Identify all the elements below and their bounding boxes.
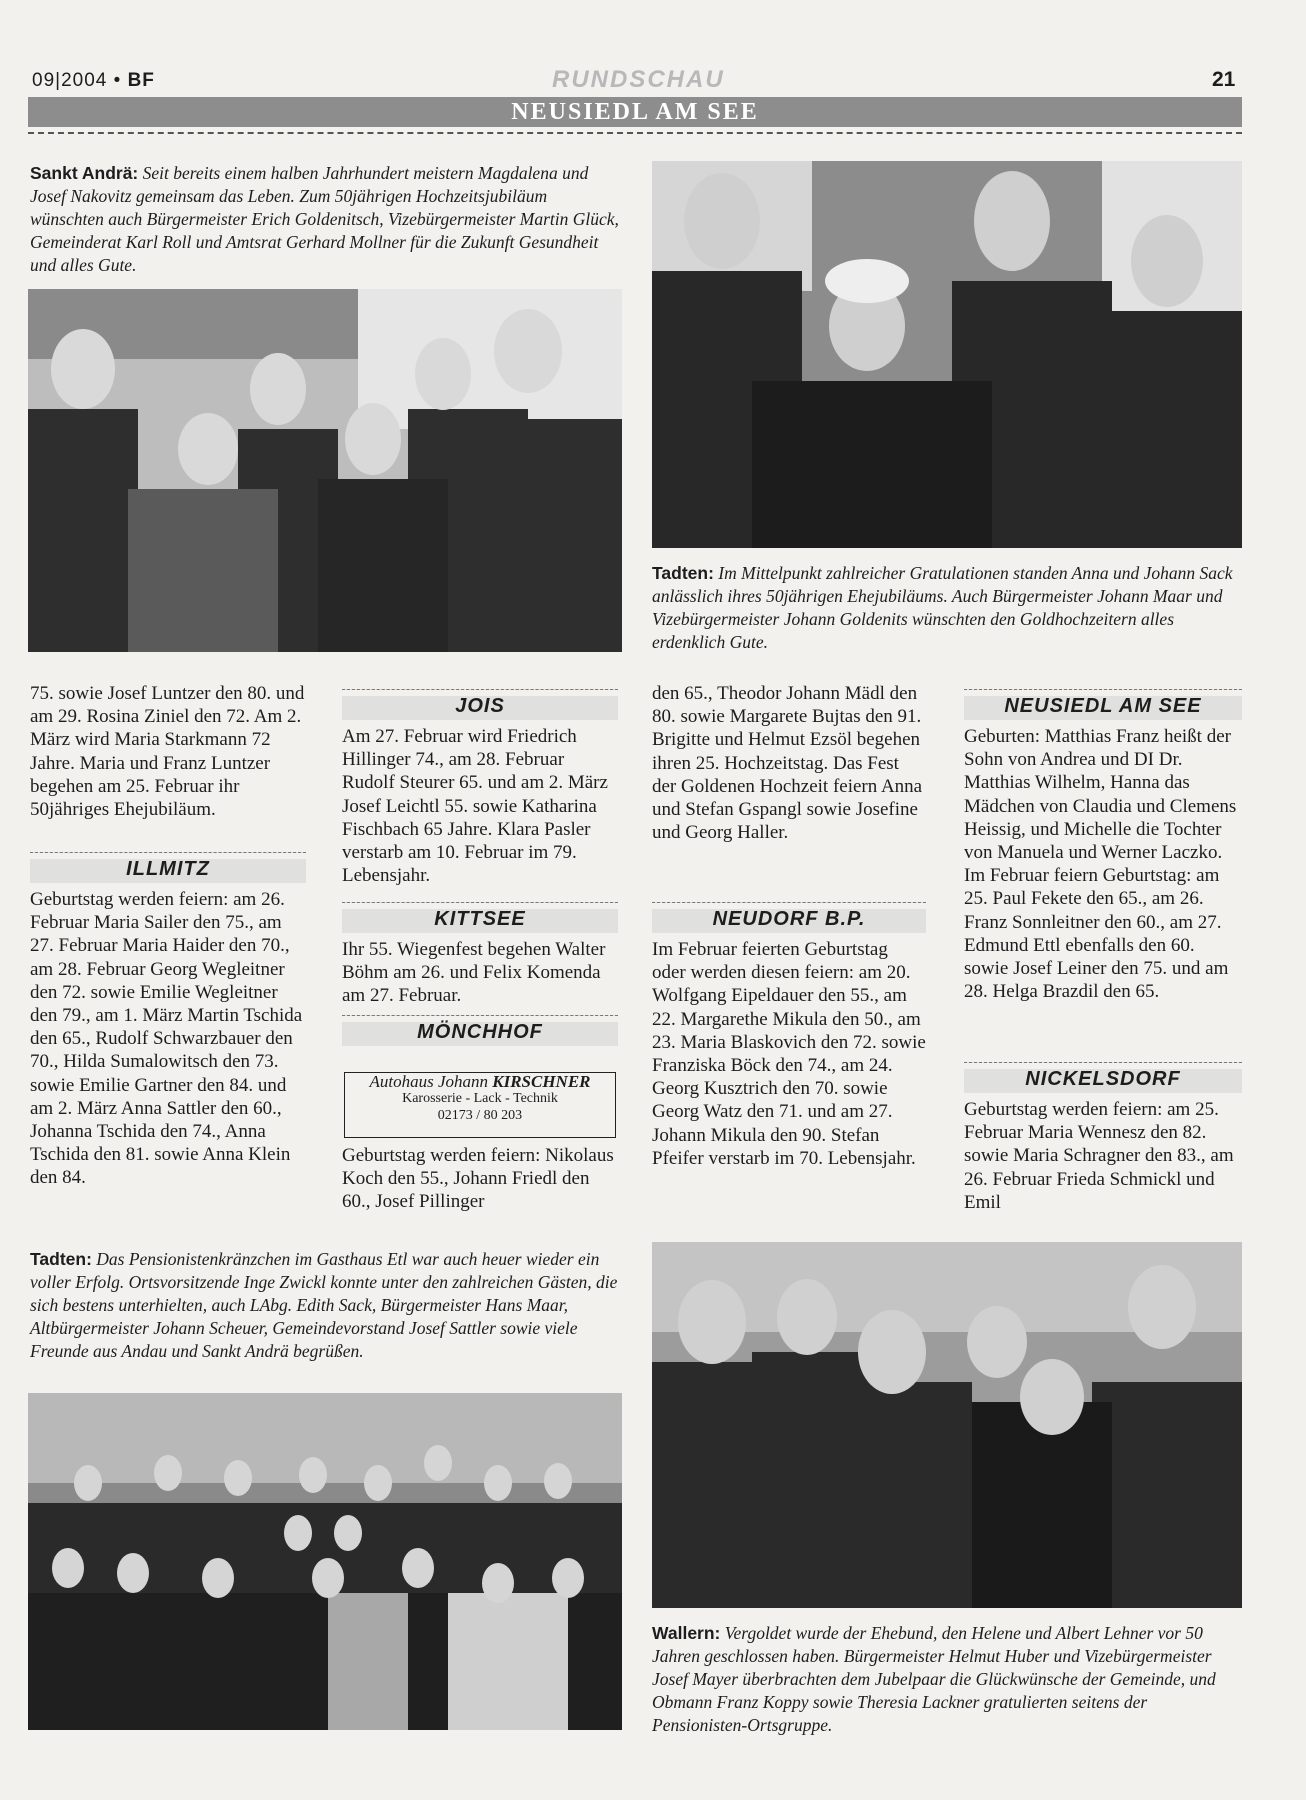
- photo-wallern: [652, 1242, 1242, 1608]
- heading-nickelsdorf: NICKELSDORF: [964, 1062, 1242, 1093]
- column-1-intro: 75. sowie Josef Luntzer den 80. und am 29. Rosina Ziniel den 72. Am 2. März wird Maria Starkmann 72 Jahre. Maria und Franz Luntzer begehen am 25. Februar ihr 50jähriges Ehejubiläum.: [30, 683, 305, 821]
- photo-tadten-top: [652, 161, 1242, 548]
- region-title: NEUSIEDL AM SEE: [511, 99, 759, 125]
- heading-neusiedl: NEUSIEDL AM SEE: [964, 689, 1242, 720]
- text-neudorf: Im Februar feierten Geburtstag oder werden diesen feiern: am 20. Wolfgang Eipeldauer den 55., am 22. Margarethe Mikula den 50., am 23. Maria Blaskovich den 72. sowie Franziska Böck den 74., am 24. Georg Kusztrich den 70. sowie Georg Watz den 71. und am 27. Johann Mikula den 90. Stefan Pfeifer verstarb im 70. Lebensjahr.: [652, 939, 926, 1169]
- caption-wallern: Wallern: Vergoldet wurde der Ehebund, den Helene und Albert Lehner vor 50 Jahren geschlossen haben. Bürgermeister Helmut Huber und Vizebürgermeister Josef Mayer überbrachten dem Jubelpaar die Glückwünsche der Gemeinde, und Obmann Franz Koppy sowie Theresia Lackner gratulierten seitens der Pensionisten-Ortsgruppe.: [652, 1623, 1216, 1735]
- caption-sankt-andrae: Sankt Andrä: Seit bereits einem halben Jahrhundert meistern Magdalena und Josef Nakovitz gemeinsam das Leben. Zum 50jährigen Hochzeitsjubiläum wünschten auch Bürgermeister Erich Goldenitsch, Vizebürgermeister Martin Glück, Gemeinderat Karl Roll und Amtsrat Gerhard Mollner für die Zukunft Gesundheit und alles Gute.: [30, 163, 619, 275]
- heading-jois: JOIS: [342, 689, 618, 720]
- header-divider: [28, 132, 1242, 134]
- photo-tadten-bottom: [28, 1393, 622, 1730]
- column-3-intro: den 65., Theodor Johann Mädl den 80. sowie Margarete Bujtas den 91. Brigitte und Helmut Ezsöl begehen ihren 25. Hochzeitstag. Das Fest der Goldenen Hochzeit feiern Anna und Stefan Gspangl sowie Josefine und Georg Haller.: [652, 683, 923, 844]
- heading-kittsee: KITTSEE: [342, 902, 618, 933]
- text-jois: Am 27. Februar wird Friedrich Hillinger 74., am 28. Februar Rudolf Steurer 65. und am 2. März Josef Leichtl 55. sowie Katharina Fischbach 65 Jahre. Klara Pasler verstarb am 10. Februar im 79. Lebensjahr.: [342, 726, 608, 887]
- caption-tadten-top: Tadten: Im Mittelpunkt zahlreicher Gratulationen standen Anna und Johann Sack anlässlich ihres 50jährigen Ehejubiläums. Auch Bürgermeister Johann Maar und Vizebürgermeister Johann Goldenits wünschten den Goldhochzeitern alles erdenklich Gute.: [652, 563, 1233, 652]
- text-moenchhof: Geburtstag werden feiern: Nikolaus Koch den 55., Johann Friedl den 60., Josef Pillinger: [342, 1145, 614, 1213]
- ad-autohaus-kirschner: Autohaus Johann KIRSCHNER Karosserie - Lack - Technik 02173 / 80 203: [344, 1072, 616, 1138]
- heading-illmitz: ILLMITZ: [30, 852, 306, 883]
- photo-sankt-andrae: [28, 289, 622, 652]
- text-illmitz: Geburtstag werden feiern: am 26. Februar Maria Sailer den 75., am 27. Februar Maria Haider den 70., am 28. Februar Georg Wegleitner den 72. sowie Emilie Wegleitner den 79., am 1. März Martin Tschida den 65., Rudolf Schwarzbauer den 70., Hilda Sumalowitsch den 73. sowie Emilie Gartner den 84. und am 2. März Anna Sattler den 60., Johanna Tschida den 74., Anna Tschida den 81. sowie Anna Klein den 84.: [30, 889, 303, 1189]
- page-number: 21: [1212, 68, 1236, 91]
- text-neusiedl: Geburten: Matthias Franz heißt der Sohn von Andrea und DI Dr. Matthias Wilhelm, Hanna das Mädchen von Claudia und Clemens Heissig, und Michelle die Tochter von Manuela und Werner Laczko. Im Februar feiern Geburtstag: am 25. Paul Fekete den 65., am 26. Franz Sonnleitner den 60., am 27. Edmund Ettl ebenfalls den 60. sowie Josef Leiner den 75. und am 28. Helga Brazdil den 65.: [964, 726, 1237, 1003]
- heading-moenchhof: MÖNCHHOF: [342, 1015, 618, 1046]
- text-kittsee: Ihr 55. Wiegenfest begehen Walter Böhm am 26. und Felix Komenda am 27. Februar.: [342, 939, 606, 1007]
- text-nickelsdorf: Geburtstag werden feiern: am 25. Februar Maria Wennesz den 82. sowie Maria Schragner den 83., am 26. Februar Frieda Schmickl und Emil: [964, 1099, 1234, 1213]
- issue-date: 09|2004 • BF: [32, 70, 155, 91]
- heading-neudorf: NEUDORF B.P.: [652, 902, 926, 933]
- caption-tadten-bottom: Tadten: Das Pensionistenkränzchen im Gasthaus Etl war auch heuer wieder ein voller Erfolg. Ortsvorsitzende Inge Zwickl konnte unter den zahlreichen Gästen, die sich bestens unterhielten, auch LAbg. Edith Sack, Bürgermeister Hans Maar, Altbürgermeister Johann Scheuer, Gemeindevorstand Josef Sattler sowie viele Freunde aus Andau und Sankt Andrä begrüßen.: [30, 1249, 618, 1361]
- section-title: RUNDSCHAU: [552, 66, 725, 93]
